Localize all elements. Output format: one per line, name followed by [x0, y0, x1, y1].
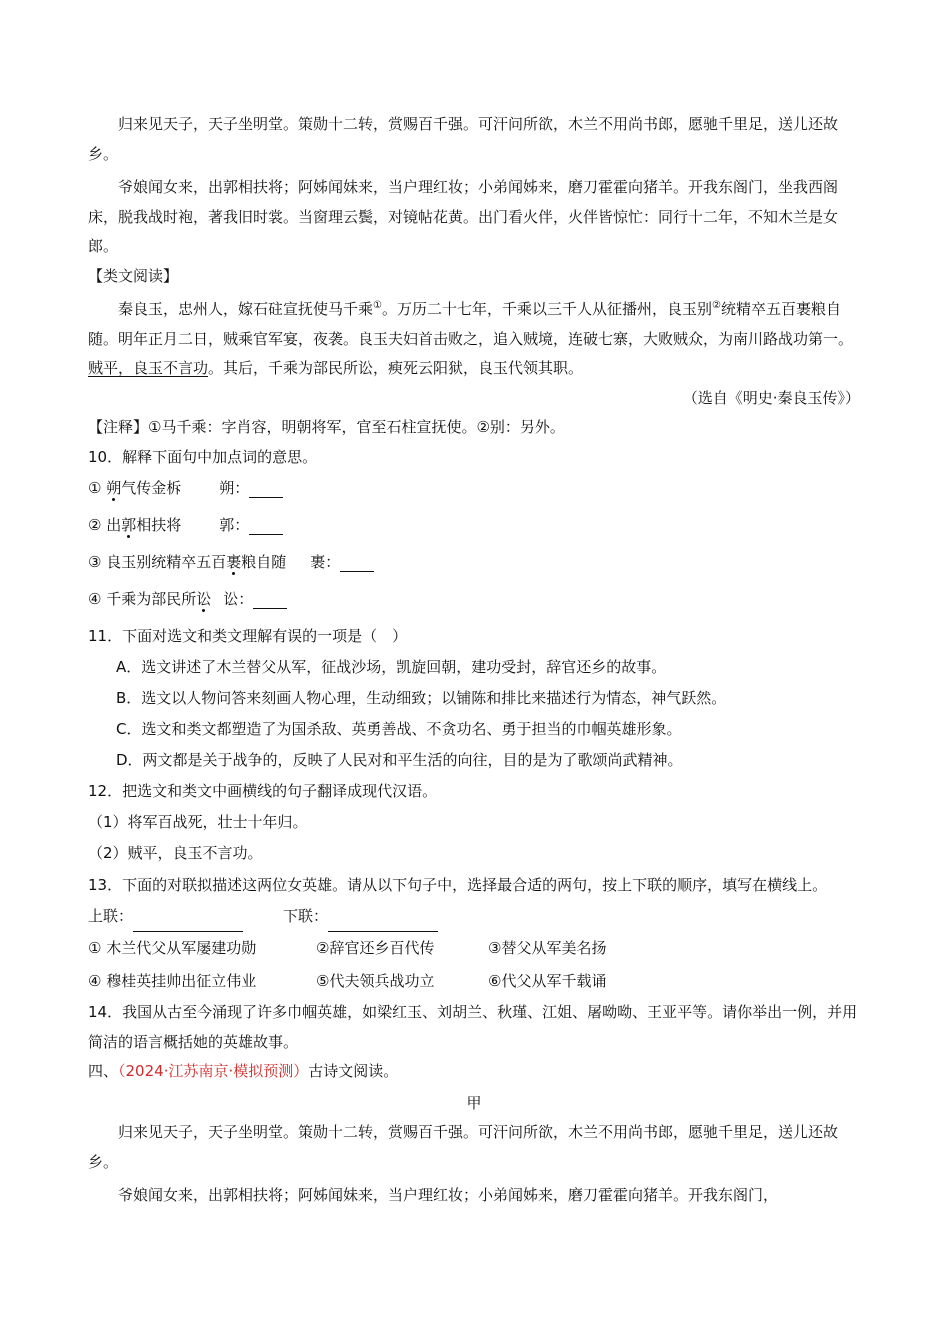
question-10-stem: 10．解释下面句中加点词的意思。	[88, 447, 318, 466]
section4-paragraph-2: 爷娘闻女来，出郭相扶将；阿姊闻妹来，当户理红妆；小弟闻姊来，磨刀霍霍向猪羊。开我东阁门，	[118, 1186, 779, 1204]
poem-paragraph-1: 归来见天子，天子坐明堂。策勋十二转，赏赐百千强。可汗问所欲，木兰不用尚书郎，愿驰千里足，送儿还故乡。	[88, 115, 839, 163]
q11-option-a[interactable]: A．选文讲述了木兰替父从军，征战沙场，凯旋回朝，建功受封，辞官还乡的故事。	[116, 657, 667, 676]
q11-option-c[interactable]: C．选文和类文都塑造了为国杀敌、英勇善战、不贪功名、勇于担当的巾帼英雄形象。	[116, 719, 682, 738]
lower-couplet-blank[interactable]	[328, 916, 438, 932]
question-14-stem: 14．我国从古至今涌现了许多巾帼英雄，如梁红玉、刘胡兰、秋瑾、江姐、屠呦呦、王亚平等。请你举出一例，并用简洁的语言概括她的英雄故事。	[88, 1003, 858, 1051]
couplet-choices-row-1	[88, 932, 860, 965]
choice-4: ④ 穆桂英挂帅出征立伟业	[88, 972, 257, 990]
reading-text-2: 。万历二十七年，千乘以三千人从征播州，良玉别	[381, 300, 712, 318]
choice-1: ① 木兰代父从军屡建功勋	[88, 939, 257, 957]
reading-heading: 【类文阅读】	[88, 266, 179, 285]
reading-text-1: 秦良玉，忠州人，嫁石砫宣抚使马千乘	[118, 300, 374, 318]
q11-option-b[interactable]: B．选文以人物问答来刻画人物心理，生动细致；以铺陈和排比来描述行为情态，神气跃然。	[116, 688, 727, 707]
reading-notes: 【注释】①马千乘：字肖容，明朝将军，官至石柱宣抚使。②别：另外。	[88, 418, 565, 436]
question-10-items	[88, 478, 860, 609]
footnote-marker-2: ②	[712, 300, 721, 311]
q10-item-2: ② 出郭相扶将 郭：	[88, 515, 860, 535]
choice-5: ⑤代夫领兵战功立	[316, 972, 435, 990]
couplet-choices-row-2	[88, 965, 860, 998]
reading-source: （选自《明史·秦良玉传》）	[682, 388, 860, 407]
choice-6: ⑥代父从军千载诵	[488, 972, 607, 990]
footnote-marker-1: ①	[373, 300, 382, 311]
question-13-stem: 13．下面的对联拟描述这两位女英雄。请从以下句子中，选择最合适的两句，按上下联的顺序，填写在横线上。	[88, 875, 828, 894]
reading-text-4: 。其后，千乘为部民所讼，瘐死云阳狱，良玉代领其职。	[208, 359, 584, 377]
question-11-stem: 11．下面对选文和类文理解有误的一项是（ ）	[88, 627, 408, 645]
source-tag: （2024·江苏南京·模拟预测）	[118, 1062, 309, 1080]
q10-item-3: ③ 良玉别统精卒五百裹粮自随 裹：	[88, 552, 860, 572]
answer-blank[interactable]	[249, 482, 283, 498]
q10-item-4: ④ 千乘为部民所讼 讼：	[88, 589, 860, 609]
q12-sentence-1: （1）将军百战死，壮士十年归。	[88, 812, 308, 831]
q12-sentence-2: （2）贼平，良玉不言功。	[88, 843, 263, 862]
answer-blank[interactable]	[249, 519, 283, 535]
upper-couplet-label: 上联：	[88, 907, 134, 925]
q11-option-d[interactable]: D．两文都是关于战争的，反映了人民对和平生活的向往，目的是为了歌颂尚武精神。	[116, 750, 683, 769]
dotted-word: 裹	[226, 553, 242, 571]
reading-passage	[88, 291, 860, 384]
lower-couplet-label: 下联：	[283, 907, 329, 925]
document-page	[88, 110, 860, 1211]
reading-text-3: 统精卒五百裹粮自随。明年正月二日，贼乘官军宴，夜袭。良玉夫妇首击败之，追入贼境，连破七寨，大败贼众，为南川路战功第一。	[88, 300, 854, 348]
underlined-sentence: 贼平，良玉不言功	[88, 359, 209, 377]
section4-paragraph-1: 归来见天子，天子坐明堂。策勋十二转，赏赐百千强。可汗问所欲，木兰不用尚书郎，愿驰千里足，送儿还故乡。	[88, 1123, 839, 1171]
upper-couplet-blank[interactable]	[133, 916, 243, 932]
question-12-stem: 12．把选文和类文中画横线的句子翻译成现代汉语。	[88, 781, 438, 800]
passage-label-jia: 甲	[466, 1093, 482, 1112]
dotted-word: 讼	[196, 590, 212, 608]
dotted-word: 郭	[121, 516, 137, 534]
choice-3: ③替父从军美名扬	[488, 939, 607, 957]
answer-blank[interactable]	[253, 593, 287, 609]
dotted-word: 朔	[106, 479, 122, 497]
couplet-line	[88, 900, 860, 932]
choice-2: ②辞官还乡百代传	[316, 939, 435, 957]
answer-blank[interactable]	[340, 556, 374, 572]
poem-paragraph-2: 爷娘闻女来，出郭相扶将；阿姊闻妹来，当户理红妆；小弟闻姊来，磨刀霍霍向猪羊。开我东阁门，坐我西阁床，脱我战时袍，著我旧时裳。当窗理云鬓，对镜帖花黄。出门看火伴，火伴皆惊忙：同行十二年，不知木兰是女郎。	[88, 178, 839, 255]
section-4-heading: 四、（2024·江苏南京·模拟预测）古诗文阅读。	[88, 1062, 399, 1080]
q10-item-1: ① 朔气传金柝 朔：	[88, 478, 860, 498]
